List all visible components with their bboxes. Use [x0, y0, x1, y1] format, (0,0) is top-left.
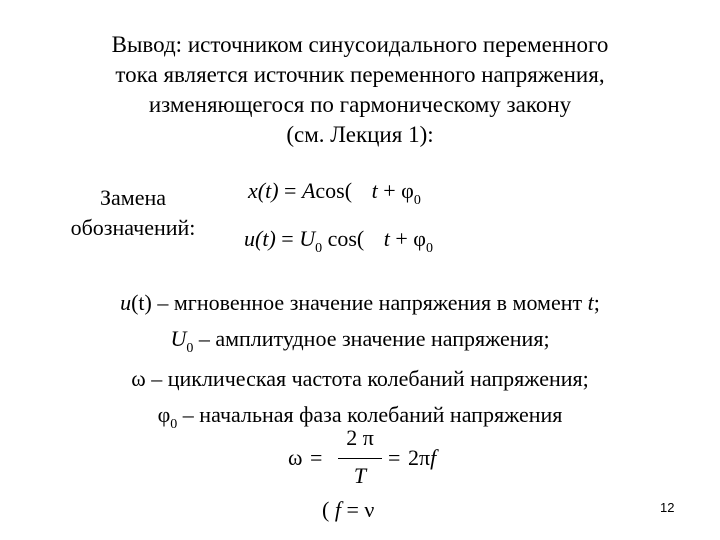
formula1-t: t	[371, 178, 378, 203]
heading-line-2: тока является источник переменного напряжения,	[115, 62, 605, 87]
heading-line-4: (см. Лекция 1):	[286, 122, 434, 147]
heading-line-3: изменяющегося по гармоническому закону	[148, 92, 572, 117]
formula2-amplitude-sub: 0	[315, 241, 323, 256]
def2-symbol: U	[170, 326, 187, 351]
formula-u-of-t	[244, 226, 433, 256]
omega-rhs-f: f	[430, 445, 437, 470]
slide-heading	[20, 30, 700, 150]
def2-text: – амплитудное значение напряжения;	[193, 326, 550, 351]
formula1-equals: =	[284, 178, 297, 203]
omega-formula	[288, 425, 448, 495]
def1-end: ;	[593, 290, 600, 315]
def1-symbol: u	[120, 290, 132, 315]
freq-open-paren: (	[322, 497, 330, 522]
formula1-cos: cos(	[315, 178, 353, 203]
def4-sub: 0	[170, 417, 178, 432]
definition-u0	[30, 321, 690, 361]
notation-label	[48, 183, 218, 243]
formula1-plus: +	[383, 178, 396, 203]
def1-text: – мгновенное значение напряжения в момент	[151, 290, 588, 315]
definitions-block	[30, 285, 690, 437]
omega-eq2: =	[388, 445, 401, 470]
formula1-phi: φ	[401, 178, 414, 203]
formula2-amplitude: U	[299, 226, 316, 251]
formula1-phi-sub: 0	[413, 193, 421, 208]
omega-denominator: T	[353, 463, 367, 488]
formula-x-of-t	[248, 178, 421, 208]
definition-omega: ω – циклическая частота колебаний напряжения;	[131, 366, 589, 391]
formula2-equals: =	[281, 226, 294, 251]
omega-rhs-2pi: 2π	[408, 445, 431, 470]
definition-u-of-t	[30, 285, 690, 321]
formula2-cos: cos(	[327, 226, 365, 251]
def1-t: t	[587, 290, 594, 315]
freq-f: f	[334, 497, 341, 522]
formula1-lhs: x(t)	[248, 178, 279, 203]
formula1-amplitude: A	[301, 178, 316, 203]
formula2-lhs: u(t)	[244, 226, 276, 251]
def2-sub: 0	[186, 341, 194, 356]
page-number: 12	[660, 500, 675, 515]
def4-symbol: φ	[157, 402, 171, 427]
frequency-formula	[322, 497, 374, 523]
formula2-phi-sub: 0	[425, 241, 433, 256]
freq-eq: =	[346, 497, 359, 522]
freq-nu: ν	[364, 497, 375, 522]
formula2-plus: +	[395, 226, 408, 251]
formula2-t: t	[383, 226, 390, 251]
omega-numerator: 2 π	[346, 425, 374, 450]
fraction-bar	[338, 458, 382, 459]
formula2-phi: φ	[413, 226, 426, 251]
notation-label-line-2: обозначений:	[70, 215, 196, 240]
omega-rhs	[408, 445, 436, 471]
def1-arg: (t)	[131, 290, 152, 315]
def4-text: – начальная фаза колебаний напряжения	[177, 402, 563, 427]
heading-line-1: Вывод: источником синусоидального переменного	[111, 32, 609, 57]
omega-eq1: =	[310, 445, 323, 470]
notation-label-line-1: Замена	[99, 185, 166, 210]
omega-lhs: ω	[288, 445, 303, 470]
